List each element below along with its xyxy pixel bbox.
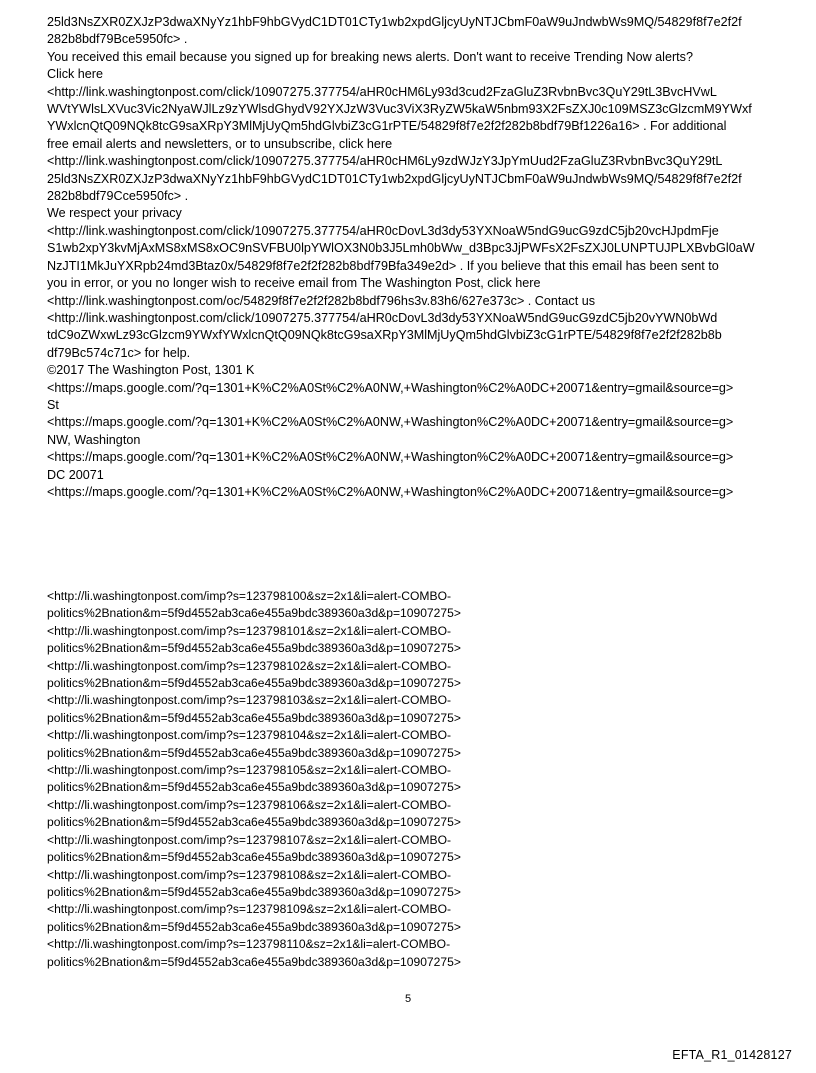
text-line: <https://maps.google.com/?q=1301+K%C2%A0St%C2%A0NW,+Washington%C2%A0DC+20071&entry=gmail&source=g>	[47, 484, 734, 499]
text-line: free email alerts and newsletters, or to unsubscribe, click here	[47, 136, 393, 151]
tracking-link-line: politics%2Bnation&m=5f9d4552ab3ca6e455a9bdc389360a3d&p=10907275>	[47, 815, 461, 830]
text-line: You received this email because you signed up for breaking news alerts. Don't want to receive Trending Now alerts?	[47, 49, 693, 64]
tracking-link-line: <http://li.washingtonpost.com/imp?s=123798101&sz=2x1&li=alert-COMBO-	[47, 623, 452, 638]
text-line: <http://link.washingtonpost.com/click/10907275.377754/aHR0cDovL3d3dy53YXNoaW5ndG9ucG9zdC5jb20vYWN0bWd	[47, 310, 718, 325]
tracking-link-line: politics%2Bnation&m=5f9d4552ab3ca6e455a9bdc389360a3d&p=10907275>	[47, 919, 461, 934]
tracking-link-line: politics%2Bnation&m=5f9d4552ab3ca6e455a9bdc389360a3d&p=10907275>	[47, 745, 461, 760]
tracking-link-line: politics%2Bnation&m=5f9d4552ab3ca6e455a9bdc389360a3d&p=10907275>	[47, 641, 461, 656]
text-line: <http://link.washingtonpost.com/click/10907275.377754/aHR0cHM6Ly9zdWJzY3JpYmUud2FzaGluZ3RvbnBvc3QuY29tL	[47, 154, 723, 169]
text-line: <https://maps.google.com/?q=1301+K%C2%A0St%C2%A0NW,+Washington%C2%A0DC+20071&entry=gmail&source=g>	[47, 450, 734, 465]
text-line: St	[47, 397, 59, 412]
tracking-link-line: <http://li.washingtonpost.com/imp?s=123798109&sz=2x1&li=alert-COMBO-	[47, 902, 452, 917]
text-line: Click here	[47, 67, 103, 82]
text-line: 25ld3NsZXR0ZXJzP3dwaXNyYz1hbF9hbGVydC1DT01CTy1wb2xpdGljcyUyNTJCbmF0aW9uJndwbWs9MQ/54829f8f7e2f2f	[47, 171, 742, 186]
tracking-link-line: politics%2Bnation&m=5f9d4552ab3ca6e455a9bdc389360a3d&p=10907275>	[47, 780, 461, 795]
text-line: <http://link.washingtonpost.com/click/10907275.377754/aHR0cDovL3d3dy53YXNoaW5ndG9ucG9zdC5jb20vcHJpdmFje	[47, 223, 719, 238]
tracking-link-line: <http://li.washingtonpost.com/imp?s=123798100&sz=2x1&li=alert-COMBO-	[47, 589, 452, 603]
text-line: ©2017 The Washington Post, 1301 K	[47, 363, 255, 378]
text-line: S1wb2xpY3kvMjAxMS8xMS8xOC9nSVFBU0lpYWlOX3N0b3J5Lmh0bWw_d3Bpc3JjPWFsX2FsZXJ0LUNPTUJPLXBvbGl0aW	[47, 241, 755, 256]
text-line: you in error, or you no longer wish to receive email from The Washington Post, click here	[47, 276, 541, 291]
text-line: 282b8bdf79Cce5950fc> .	[47, 189, 189, 204]
text-line: NW, Washington	[47, 432, 141, 447]
text-line: 25ld3NsZXR0ZXJzP3dwaXNyYz1hbF9hbGVydC1DT01CTy1wb2xpdGljcyUyNTJCbmF0aW9uJndwbWs9MQ/54829f8f7e2f2f	[47, 15, 742, 29]
email-footer-text	[47, 14, 772, 501]
tracking-pixel-links	[47, 588, 527, 971]
text-line: df79Bc574c71c> for help.	[47, 345, 191, 360]
text-line: <http://link.washingtonpost.com/click/10907275.377754/aHR0cHM6Ly93d3cud2FzaGluZ3RvbnBvc3QuY29tL3BvcHVwL	[47, 84, 717, 99]
text-line: YWxlcnQtQ09NQk8tcG9saXRpY3MlMjUyQm5hdGlvbiZ3cG1rPTE/54829f8f7e2f2f282b8bdf79Bf1226a16> . For additional	[47, 119, 727, 134]
tracking-link-line: politics%2Bnation&m=5f9d4552ab3ca6e455a9bdc389360a3d&p=10907275>	[47, 606, 461, 621]
tracking-link-line: <http://li.washingtonpost.com/imp?s=123798107&sz=2x1&li=alert-COMBO-	[47, 832, 452, 847]
text-line: <https://maps.google.com/?q=1301+K%C2%A0St%C2%A0NW,+Washington%C2%A0DC+20071&entry=gmail&source=g>	[47, 415, 734, 430]
tracking-link-line: politics%2Bnation&m=5f9d4552ab3ca6e455a9bdc389360a3d&p=10907275>	[47, 954, 461, 969]
tracking-link-line: <http://li.washingtonpost.com/imp?s=123798103&sz=2x1&li=alert-COMBO-	[47, 693, 452, 708]
page-number: 5	[404, 993, 412, 1005]
tracking-link-line: <http://li.washingtonpost.com/imp?s=123798108&sz=2x1&li=alert-COMBO-	[47, 867, 452, 882]
tracking-link-line: politics%2Bnation&m=5f9d4552ab3ca6e455a9bdc389360a3d&p=10907275>	[47, 850, 461, 865]
tracking-link-line: <http://li.washingtonpost.com/imp?s=123798102&sz=2x1&li=alert-COMBO-	[47, 658, 452, 673]
text-line: tdC9oZWxwLz93cGlzcm9YWxfYWxlcnQtQ09NQk8tcG9saXRpY3MlMjUyQm5hdGlvbiZ3cG1rPTE/54829f8f7e2f2f282b8b	[47, 328, 722, 343]
tracking-link-line: politics%2Bnation&m=5f9d4552ab3ca6e455a9bdc389360a3d&p=10907275>	[47, 710, 461, 725]
tracking-link-line: <http://li.washingtonpost.com/imp?s=123798110&sz=2x1&li=alert-COMBO-	[47, 937, 451, 952]
text-line: WVtYWlsLXVuc3Vic2NyaWJlLz9zYWlsdGhydV92YXJzW3Vuc3ViX3RyZW5kaW5nbm93X2FsZXJ0c109MSZ3cGlzcmM9YWxf	[47, 102, 752, 117]
text-line: DC 20071	[47, 467, 104, 482]
tracking-link-line: politics%2Bnation&m=5f9d4552ab3ca6e455a9bdc389360a3d&p=10907275>	[47, 676, 461, 691]
text-line: <http://link.washingtonpost.com/oc/54829f8f7e2f2f282b8bdf796hs3v.83h6/627e373c> . Contact us	[47, 293, 595, 308]
document-id: EFTA_R1_01428127	[672, 1048, 792, 1062]
tracking-link-line: politics%2Bnation&m=5f9d4552ab3ca6e455a9bdc389360a3d&p=10907275>	[47, 884, 461, 899]
tracking-link-line: <http://li.washingtonpost.com/imp?s=123798106&sz=2x1&li=alert-COMBO-	[47, 797, 452, 812]
text-line: NzJTI1MkJuYXRpb24md3Btaz0x/54829f8f7e2f2f282b8bdf79Bfa349e2d> . If you believe that this email has been sent to	[47, 258, 719, 273]
text-line: <https://maps.google.com/?q=1301+K%C2%A0St%C2%A0NW,+Washington%C2%A0DC+20071&entry=gmail&source=g>	[47, 380, 734, 395]
text-line: 282b8bdf79Bce5950fc> .	[47, 32, 188, 47]
text-line: We respect your privacy	[47, 206, 182, 221]
tracking-link-line: <http://li.washingtonpost.com/imp?s=123798104&sz=2x1&li=alert-COMBO-	[47, 728, 452, 743]
tracking-link-line: <http://li.washingtonpost.com/imp?s=123798105&sz=2x1&li=alert-COMBO-	[47, 763, 452, 778]
